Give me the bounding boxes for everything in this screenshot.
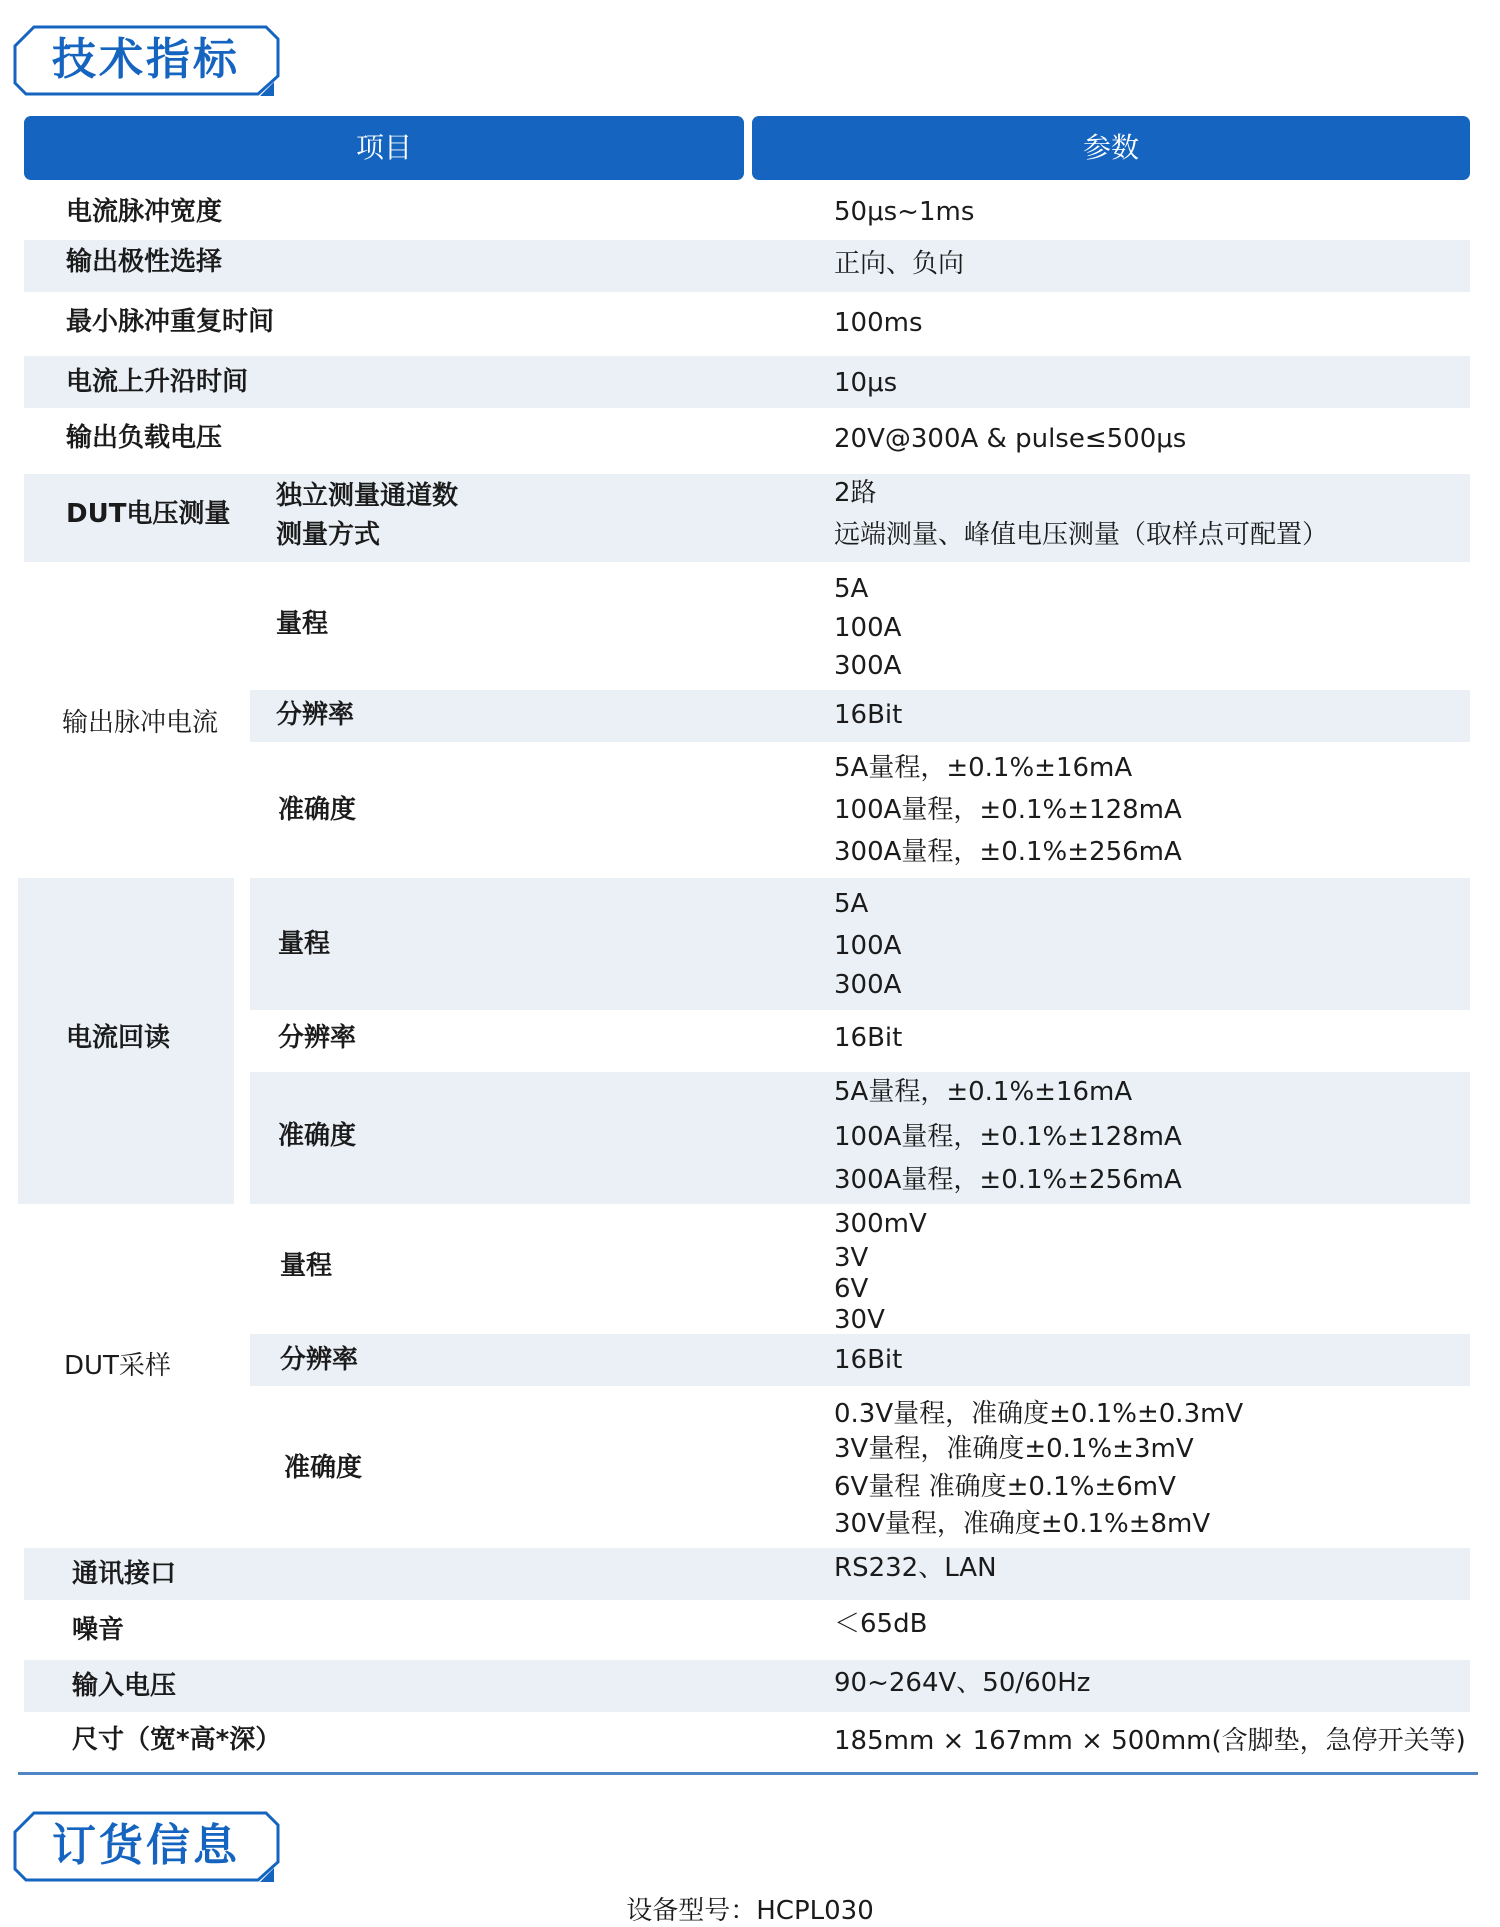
range-value: 6V <box>834 1274 869 1304</box>
section-tag-specs <box>12 24 280 96</box>
sub-label: 测量方式 <box>276 520 381 550</box>
row-label: 输入电压 <box>72 1671 177 1701</box>
sub-label: 独立测量通道数 <box>276 481 459 511</box>
resolution-value: 16Bit <box>834 700 903 730</box>
row-label: 输出负载电压 <box>66 423 223 453</box>
row-label: 通讯接口 <box>72 1559 177 1589</box>
section-title-specs: 技术指标 <box>52 34 240 85</box>
row-label-current-readback: 电流回读 <box>66 1023 171 1053</box>
row-value: 远端测量、峰值电压测量（取样点可配置） <box>834 520 1329 550</box>
row-value: 185mm × 167mm × 500mm(含脚垫，急停开关等) <box>834 1726 1466 1756</box>
range-value: 300A <box>834 651 902 681</box>
section-tag-order <box>12 1810 280 1882</box>
sub-label-accuracy: 准确度 <box>278 795 357 825</box>
sub-label-range: 量程 <box>276 609 329 639</box>
row-label: 尺寸（宽*高*深） <box>72 1725 282 1755</box>
row-value: 100ms <box>834 308 923 338</box>
row-band <box>24 1660 1470 1712</box>
sub-label-accuracy: 准确度 <box>284 1453 363 1483</box>
row-label-dut-sampling: DUT采样 <box>64 1351 171 1381</box>
range-value: 30V <box>834 1305 885 1335</box>
row-label: 输出极性选择 <box>66 247 223 277</box>
resolution-value: 16Bit <box>834 1345 903 1375</box>
row-label: 噪音 <box>72 1615 125 1645</box>
row-value: 2路 <box>834 478 877 508</box>
sub-label-accuracy: 准确度 <box>278 1121 357 1151</box>
row-band <box>24 240 1470 292</box>
row-value: 正向、负向 <box>834 249 965 279</box>
range-value: 300A <box>834 970 902 1000</box>
row-value: 10μs <box>834 368 898 398</box>
accuracy-value: 100A量程，±0.1%±128mA <box>834 795 1182 825</box>
sub-label-resolution: 分辨率 <box>280 1345 359 1375</box>
row-value: RS232、LAN <box>834 1553 997 1583</box>
accuracy-value: 100A量程，±0.1%±128mA <box>834 1122 1182 1152</box>
row-label: 最小脉冲重复时间 <box>66 307 275 337</box>
row-label: 电流上升沿时间 <box>66 367 249 397</box>
accuracy-value: 5A量程，±0.1%±16mA <box>834 1077 1133 1107</box>
section-title-order: 订货信息 <box>52 1820 240 1871</box>
accuracy-value: 5A量程，±0.1%±16mA <box>834 753 1133 783</box>
row-label-output-current: 输出脉冲电流 <box>62 708 219 738</box>
row-band <box>24 1548 1470 1600</box>
accuracy-value: 300A量程，±0.1%±256mA <box>834 837 1182 867</box>
sub-label-range: 量程 <box>280 1251 333 1281</box>
model-line: 设备型号：HCPL030 <box>626 1896 874 1926</box>
row-value: 50μs~1ms <box>834 197 975 227</box>
range-value: 3V <box>834 1243 869 1273</box>
row-value: ＜65dB <box>834 1609 928 1639</box>
accuracy-value: 30V量程，准确度±0.1%±8mV <box>834 1509 1211 1539</box>
range-value: 300mV <box>834 1209 927 1239</box>
accuracy-value: 3V量程，准确度±0.1%±3mV <box>834 1434 1194 1464</box>
accuracy-value: 0.3V量程，准确度±0.1%±0.3mV <box>834 1399 1244 1429</box>
table-header-item: 项目 <box>24 116 744 180</box>
table-bottom-rule <box>18 1772 1478 1775</box>
sub-label-resolution: 分辨率 <box>276 700 355 730</box>
range-value: 100A <box>834 613 902 643</box>
row-label: 电流脉冲宽度 <box>66 197 223 227</box>
range-value: 5A <box>834 889 869 919</box>
sub-label-range: 量程 <box>278 929 331 959</box>
row-label-dut-voltage: DUT电压测量 <box>66 499 231 529</box>
sub-label-resolution: 分辨率 <box>278 1023 357 1053</box>
range-value: 5A <box>834 574 869 604</box>
row-value: 90~264V、50/60Hz <box>834 1668 1091 1698</box>
resolution-value: 16Bit <box>834 1023 903 1053</box>
accuracy-value: 300A量程，±0.1%±256mA <box>834 1165 1182 1195</box>
range-value: 100A <box>834 931 902 961</box>
table-header-param: 参数 <box>752 116 1470 180</box>
row-value: 20V@300A & pulse≤500μs <box>834 424 1187 454</box>
accuracy-value: 6V量程 准确度±0.1%±6mV <box>834 1472 1176 1502</box>
